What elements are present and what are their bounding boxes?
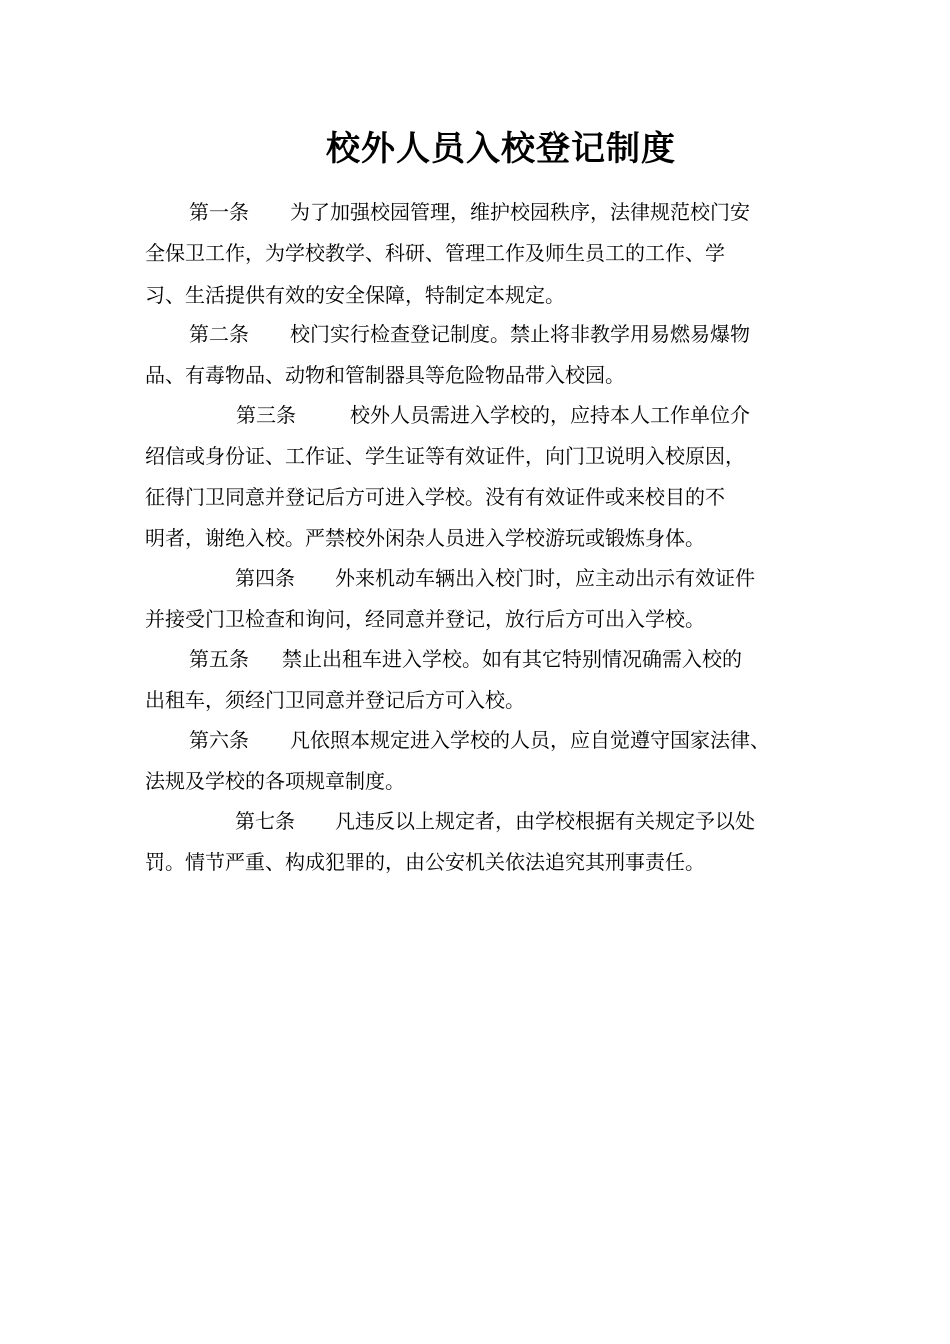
article-2-line-1: 校门实行检查登记制度。禁止将非教学用易燃易爆物 bbox=[290, 322, 750, 346]
article-4-line-2: 并接受门卫检查和询问，经同意并登记，放行后方可出入学校。 bbox=[145, 607, 705, 631]
article-3-line-4: 明者，谢绝入校。严禁校外闲杂人员进入学校游玩或锻炼身体。 bbox=[145, 526, 705, 550]
article-7-first-line bbox=[235, 807, 755, 835]
article-5-first-line bbox=[189, 645, 742, 673]
article-3-line-2: 绍信或身份证、工作证、学生证等有效证件，向门卫说明入校原因， bbox=[145, 444, 745, 468]
article-1-first-line bbox=[189, 198, 750, 226]
article-5-line-2: 出租车，须经门卫同意并登记后方可入校。 bbox=[145, 688, 525, 712]
article-1-label: 第一条 bbox=[189, 200, 249, 224]
article-7-line-1: 凡违反以上规定者，由学校根据有关规定予以处 bbox=[335, 809, 755, 833]
article-3-label: 第三条 bbox=[236, 403, 296, 427]
article-6-label: 第六条 bbox=[189, 728, 249, 752]
article-7-line-2: 罚。情节严重、构成犯罪的，由公安机关依法追究其刑事责任。 bbox=[145, 850, 705, 874]
article-6-line-1: 凡依照本规定进入学校的人员，应自觉遵守国家法律、 bbox=[290, 728, 770, 752]
article-3-first-line bbox=[236, 401, 750, 429]
article-3-line-1: 校外人员需进入学校的，应持本人工作单位介 bbox=[350, 403, 750, 427]
article-6-first-line bbox=[189, 726, 770, 754]
article-2-label: 第二条 bbox=[189, 322, 249, 346]
article-1-line-2: 全保卫工作，为学校教学、科研、管理工作及师生员工的工作、学 bbox=[145, 241, 725, 265]
article-3-line-3: 征得门卫同意并登记后方可进入学校。没有有效证件或来校目的不 bbox=[145, 485, 725, 509]
article-5-label: 第五条 bbox=[189, 647, 249, 671]
article-6-line-2: 法规及学校的各项规章制度。 bbox=[145, 769, 405, 793]
article-1-line-1: 为了加强校园管理，维护校园秩序，法律规范校门安 bbox=[290, 200, 750, 224]
document-title: 校外人员入校登记制度 bbox=[326, 129, 676, 169]
article-4-label: 第四条 bbox=[235, 566, 295, 590]
article-4-line-1: 外来机动车辆出入校门时，应主动出示有效证件 bbox=[335, 566, 755, 590]
article-2-first-line bbox=[189, 320, 750, 348]
article-2-line-2: 品、有毒物品、动物和管制器具等危险物品带入校园。 bbox=[145, 363, 625, 387]
article-4-first-line bbox=[235, 564, 755, 592]
article-5-line-1: 禁止出租车进入学校。如有其它特别情况确需入校的 bbox=[282, 647, 742, 671]
article-1-line-3: 习、生活提供有效的安全保障，特制定本规定。 bbox=[145, 283, 565, 307]
article-7-label: 第七条 bbox=[235, 809, 295, 833]
